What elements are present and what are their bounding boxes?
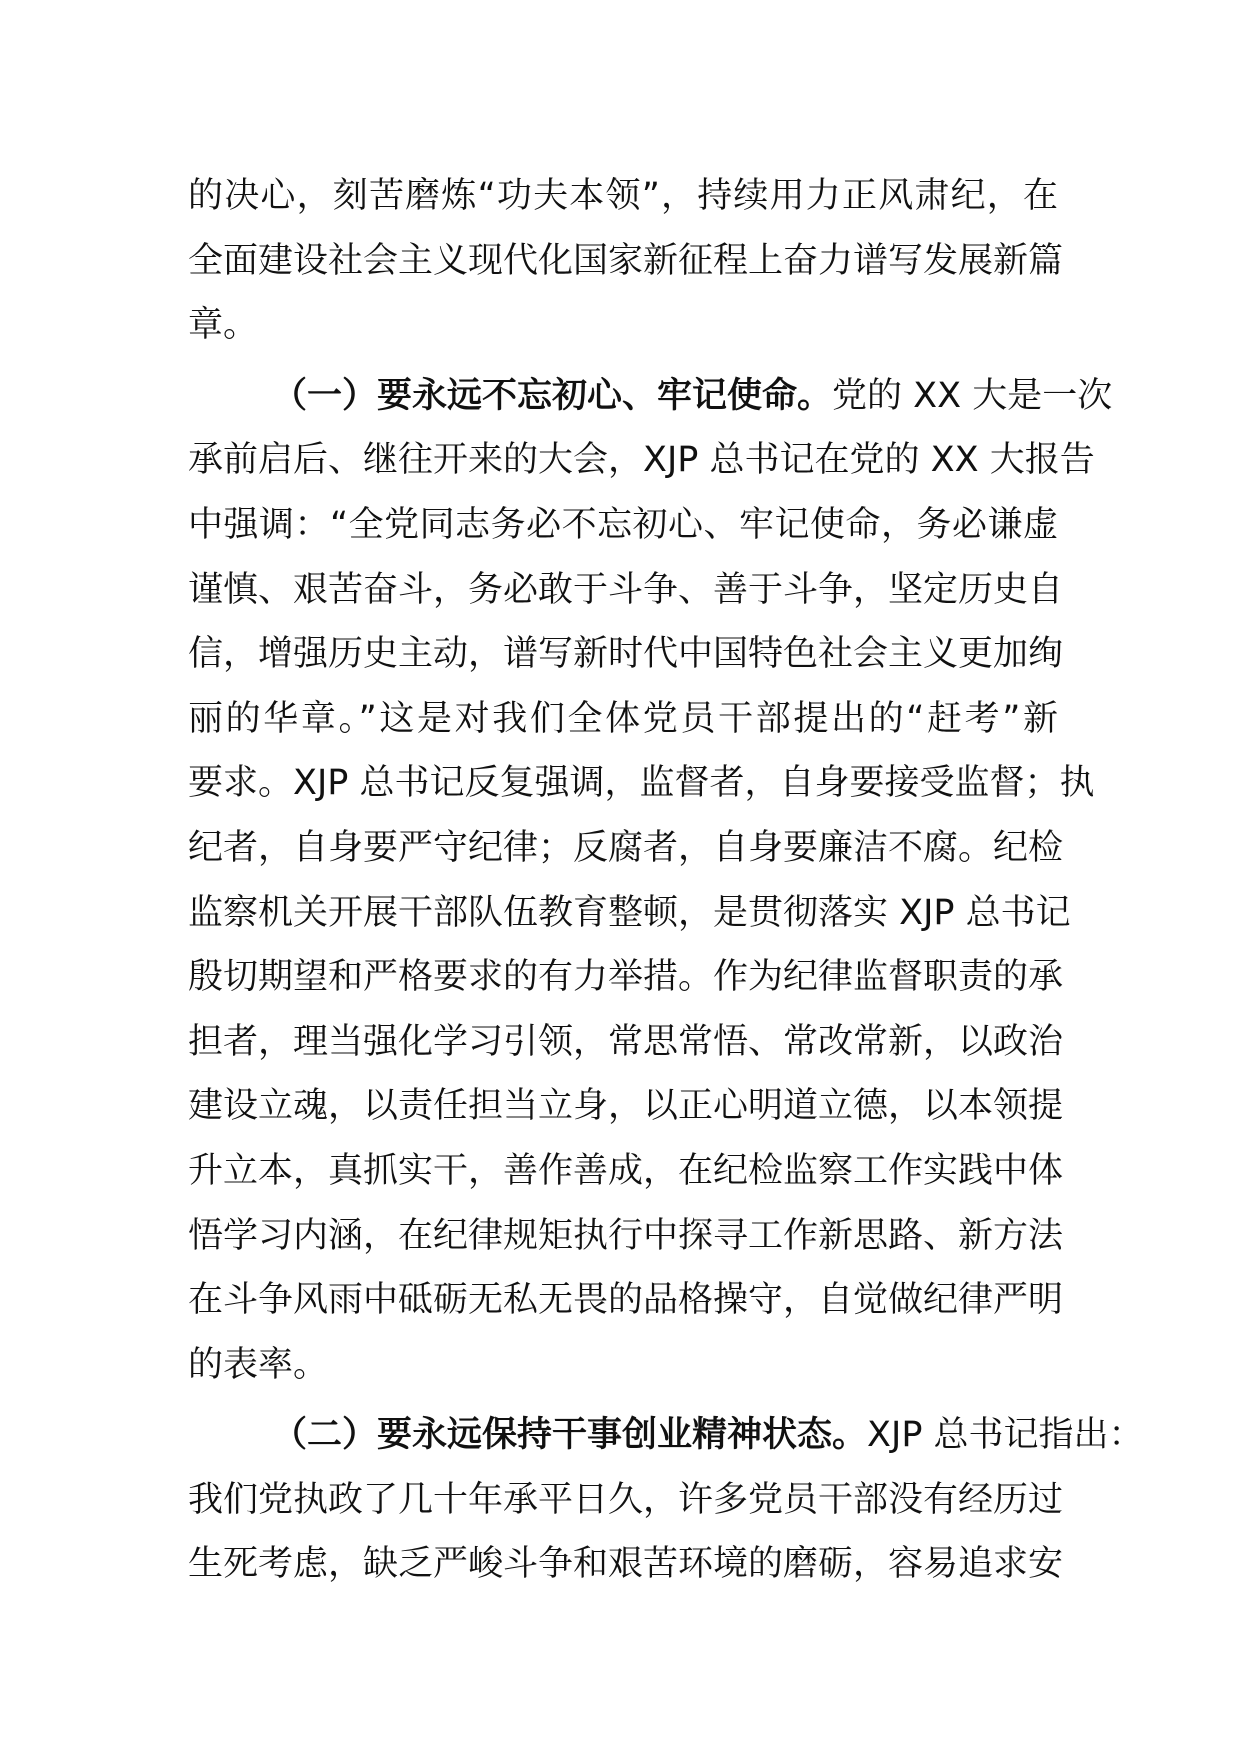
text-line: 丽的华章。”这是对我们全体党员干部提出的“赶考”新 (188, 698, 1058, 739)
text-line: 纪者，自身要严守纪律；反腐者，自身要廉洁不腐。纪检 (188, 827, 1064, 868)
text-line: 要求。XJP 总书记反复强调，监督者，自身要接受监督；执 (188, 763, 1095, 804)
text-line: 的决心，刻苦磨炼“功夫本领”，持续用力正风肃纪，在 (188, 176, 1058, 216)
text-line: 监察机关开展干部队伍教育整顿，是贯彻落实 XJP 总书记 (188, 892, 1071, 933)
text-line: 承前启后、继往开来的大会，XJP 总书记在党的 XX 大报告 (188, 440, 1095, 481)
paragraph-continuation (188, 164, 1064, 358)
paragraph-section-1 (188, 364, 1113, 1398)
body-text (188, 164, 1144, 1597)
text-line: 殷切期望和严格要求的有力举措。作为纪律监督职责的承 (188, 957, 1064, 998)
section-heading-2: （二）要永远保持干事创业精神状态。 (272, 1415, 868, 1456)
section-heading-1: （一）要永远不忘初心、牢记使命。 (272, 375, 833, 416)
text-line: 章。 (188, 305, 259, 346)
text-line: 谨慎、艰苦奋斗，务必敢于斗争、善于斗争，坚定历史自 (188, 569, 1064, 610)
text-line: 建设立魂，以责任担当立身，以正心明道立德，以本领提 (188, 1086, 1064, 1127)
paragraph-section-2 (188, 1403, 1144, 1597)
section-heading-line (188, 1403, 1144, 1468)
text-line: 在斗争风雨中砥砺无私无畏的品格操守，自觉做纪律严明 (188, 1280, 1064, 1321)
text-line: 担者，理当强化学习引领，常思常悟、常改常新，以政治 (188, 1021, 1064, 1062)
text-line: 我们党执政了几十年承平日久，许多党员干部没有经历过 (188, 1479, 1064, 1520)
text-line: 的表率。 (188, 1344, 329, 1385)
text-line: 生死考虑，缺乏严峻斗争和艰苦环境的磨砺，容易追求安 (188, 1544, 1064, 1585)
text-line: 升立本，真抓实干，善作善成，在纪检监察工作实践中体 (188, 1150, 1064, 1191)
text-line: 中强调：“全党同志务必不忘初心、牢记使命，务必谦虚 (188, 504, 1058, 545)
heading-line-rest: 党的 XX 大是一次 (832, 375, 1113, 416)
text-line: 悟学习内涵，在纪律规矩执行中探寻工作新思路、新方法 (188, 1215, 1064, 1256)
section-heading-line (188, 364, 1113, 429)
text-line: 信，增强历史主动，谱写新时代中国特色社会主义更加绚 (188, 634, 1064, 675)
heading-line-rest: XJP 总书记指出： (867, 1415, 1144, 1456)
text-line: 全面建设社会主义现代化国家新征程上奋力谱写发展新篇 (188, 240, 1064, 281)
